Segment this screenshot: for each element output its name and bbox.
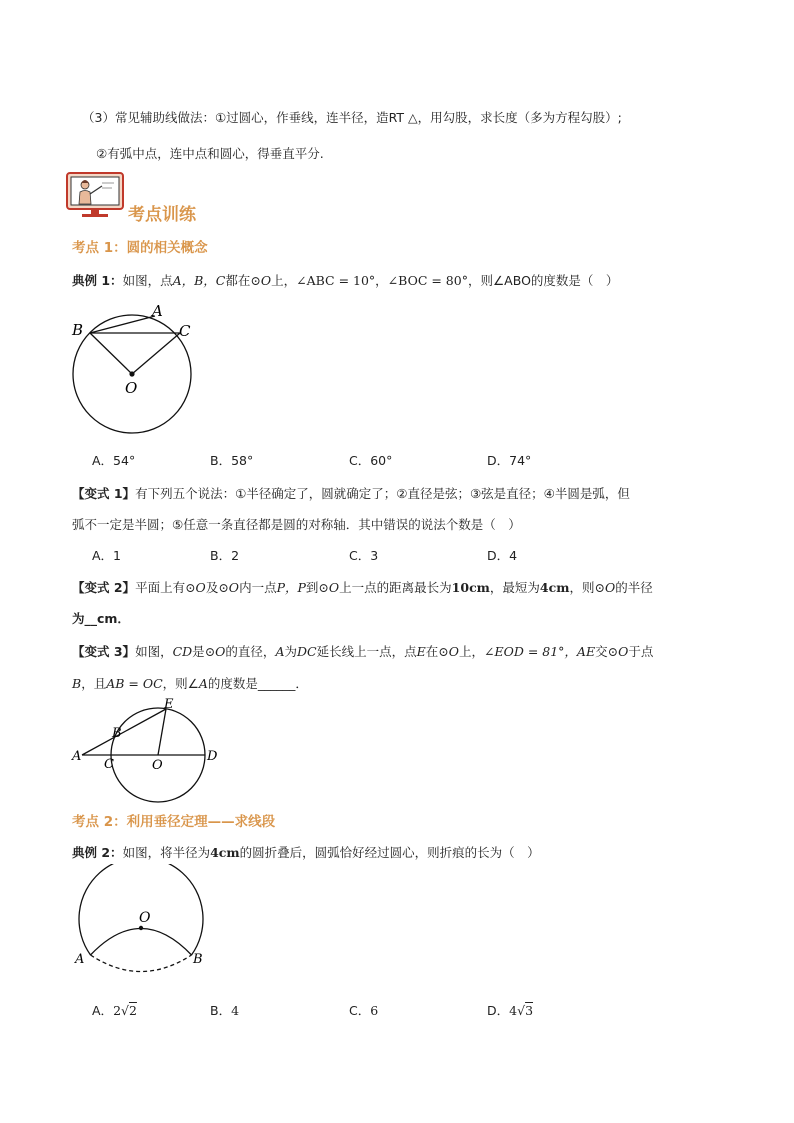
variant2-text: 的半径 (615, 580, 653, 595)
variant2-sym: P，P (276, 580, 306, 595)
example2-options (90, 1001, 690, 1023)
label-b: B (112, 726, 122, 741)
variant1-line2: 弧不一定是半圆；⑤任意一条直径都是圆的对称轴．其中错误的说法个数是（ ） (72, 517, 521, 532)
option-d[interactable]: D．4√3 (487, 1003, 534, 1018)
variant2-sym: ⊙O (594, 580, 616, 595)
variant3-text: ，且 (81, 676, 107, 691)
variant3-sym: DC (296, 644, 317, 659)
example2-text2: 的圆折叠后，圆弧恰好经过圆心，则折痕的长为（ ） (239, 845, 540, 860)
example1-circle: ⊙O (250, 273, 272, 288)
label-o: O (139, 910, 151, 926)
variant3-sym: E (416, 644, 426, 659)
variant3-text: 的度数是______． (207, 676, 308, 691)
variant3-text: 交 (595, 644, 608, 659)
variant3-sym: ∠EOD = 81°，AE (483, 644, 596, 659)
label-c: C (179, 322, 191, 340)
example1-question (72, 271, 618, 289)
example1-angles: ∠ABC = 10°，∠BOC = 80°， (296, 273, 481, 288)
variant3-sym: ⊙O (607, 644, 629, 659)
label-b: B (193, 952, 203, 967)
variant2-text: ，最短为 (489, 580, 540, 595)
variant1-line1 (72, 484, 630, 502)
label-b: B (72, 321, 84, 339)
variant2-tag: 【变式 2】 (72, 580, 136, 595)
variant3-text: 是 (192, 644, 205, 659)
variant2-line1 (72, 578, 653, 596)
variant3-text: ，则∠ (162, 676, 199, 691)
variant3-line2 (72, 674, 308, 692)
option-c[interactable]: C．60° (349, 453, 393, 468)
variant1-options (90, 546, 690, 564)
option-a[interactable]: A．1 (92, 548, 122, 563)
variant3-sym: ⊙O (438, 644, 459, 659)
section-title: 考点训练 (128, 205, 196, 225)
intro-line-2: ②有弧中点，连中点和圆心，得垂直平分. (96, 146, 324, 161)
example1-text-then: 则∠ABO的度数是（ ） (480, 273, 619, 288)
variant3-sym: CD (172, 644, 193, 659)
figure-circle-cd (66, 696, 226, 804)
example2-radius: 4cm (210, 845, 240, 860)
option-c[interactable]: C．3 (349, 548, 379, 563)
variant3-sym: B (72, 676, 82, 691)
intro-line-1: （3）常见辅助线做法：①过圆心，作垂线，连半径，造RT △，用勾股，求长度（多为方程勾股）; (82, 110, 622, 125)
variant3-line1 (72, 642, 653, 660)
label-e: E (164, 697, 174, 712)
variant1-text1: 有下列五个说法：①半径确定了，圆就确定了；②直径是弦；③弦是直径；④半圆是弧，但 (135, 486, 630, 501)
variant2-value: 10cm (451, 580, 490, 595)
example1-text-on: 上， (271, 273, 297, 288)
variant2-text: 及 (205, 580, 219, 595)
option-d[interactable]: D．4 (487, 548, 518, 563)
variant3-sym: A (275, 644, 285, 659)
label-a: A (75, 952, 85, 967)
option-a[interactable]: A．54° (92, 453, 136, 468)
variant2-sym: ⊙O (218, 580, 240, 595)
label-d: D (207, 749, 218, 764)
variant3-text: 在 (425, 644, 439, 659)
variant3-sym: A (198, 676, 208, 691)
variant1-tag: 【变式 1】 (72, 486, 136, 501)
label-o: O (152, 758, 163, 773)
teacher-at-board-icon (66, 172, 124, 218)
topic1-heading: 考点 1：圆的相关概念 (72, 240, 208, 256)
variant2-text: 平面上有 (135, 580, 186, 595)
example2-tag: 典例 2： (72, 845, 123, 860)
example2-text: 如图，将半径为 (122, 845, 211, 860)
example1-options (90, 451, 690, 469)
example2-question (72, 843, 540, 861)
variant2-sym: ⊙O (185, 580, 206, 595)
topic2-heading: 考点 2：利用垂径定理——求线段 (72, 814, 276, 830)
variant2-text: 到 (305, 580, 319, 595)
variant3-sym: AB = OC (106, 676, 163, 691)
variant2-text: ，则 (569, 580, 595, 595)
variant2-text: 内一点 (239, 580, 277, 595)
variant2-line2: 为__cm． (72, 611, 130, 626)
example1-text-mid: 都在 (225, 273, 251, 288)
variant3-text: 如图， (135, 644, 173, 659)
variant2-value: 4cm (539, 580, 570, 595)
variant3-text: 于点 (628, 644, 654, 659)
label-a: A (72, 749, 82, 764)
option-b[interactable]: B．4 (210, 1003, 240, 1018)
option-d[interactable]: D．74° (487, 453, 532, 468)
figure-circle-abc (66, 300, 206, 442)
variant2-sym: ⊙O (318, 580, 340, 595)
variant3-text: 为 (284, 644, 297, 659)
variant3-text: 的直径， (225, 644, 276, 659)
option-b[interactable]: B．2 (210, 548, 240, 563)
variant3-sym: ⊙O (204, 644, 226, 659)
label-a: A (152, 302, 163, 320)
variant3-text: 上， (458, 644, 484, 659)
variant2-text: 上一点的距离最长为 (339, 580, 452, 595)
label-c: C (104, 757, 114, 772)
example1-points: A，B，C (172, 273, 226, 288)
example1-text: 如图，点 (122, 273, 173, 288)
figure-folded-circle (66, 864, 216, 992)
variant3-tag: 【变式 3】 (72, 644, 136, 659)
option-c[interactable]: C．6 (349, 1003, 379, 1018)
label-o: O (125, 379, 138, 397)
option-a[interactable]: A．2√2 (92, 1003, 137, 1018)
variant3-text: 延长线上一点，点 (316, 644, 417, 659)
example1-tag: 典例 1： (72, 273, 123, 288)
option-b[interactable]: B．58° (210, 453, 254, 468)
